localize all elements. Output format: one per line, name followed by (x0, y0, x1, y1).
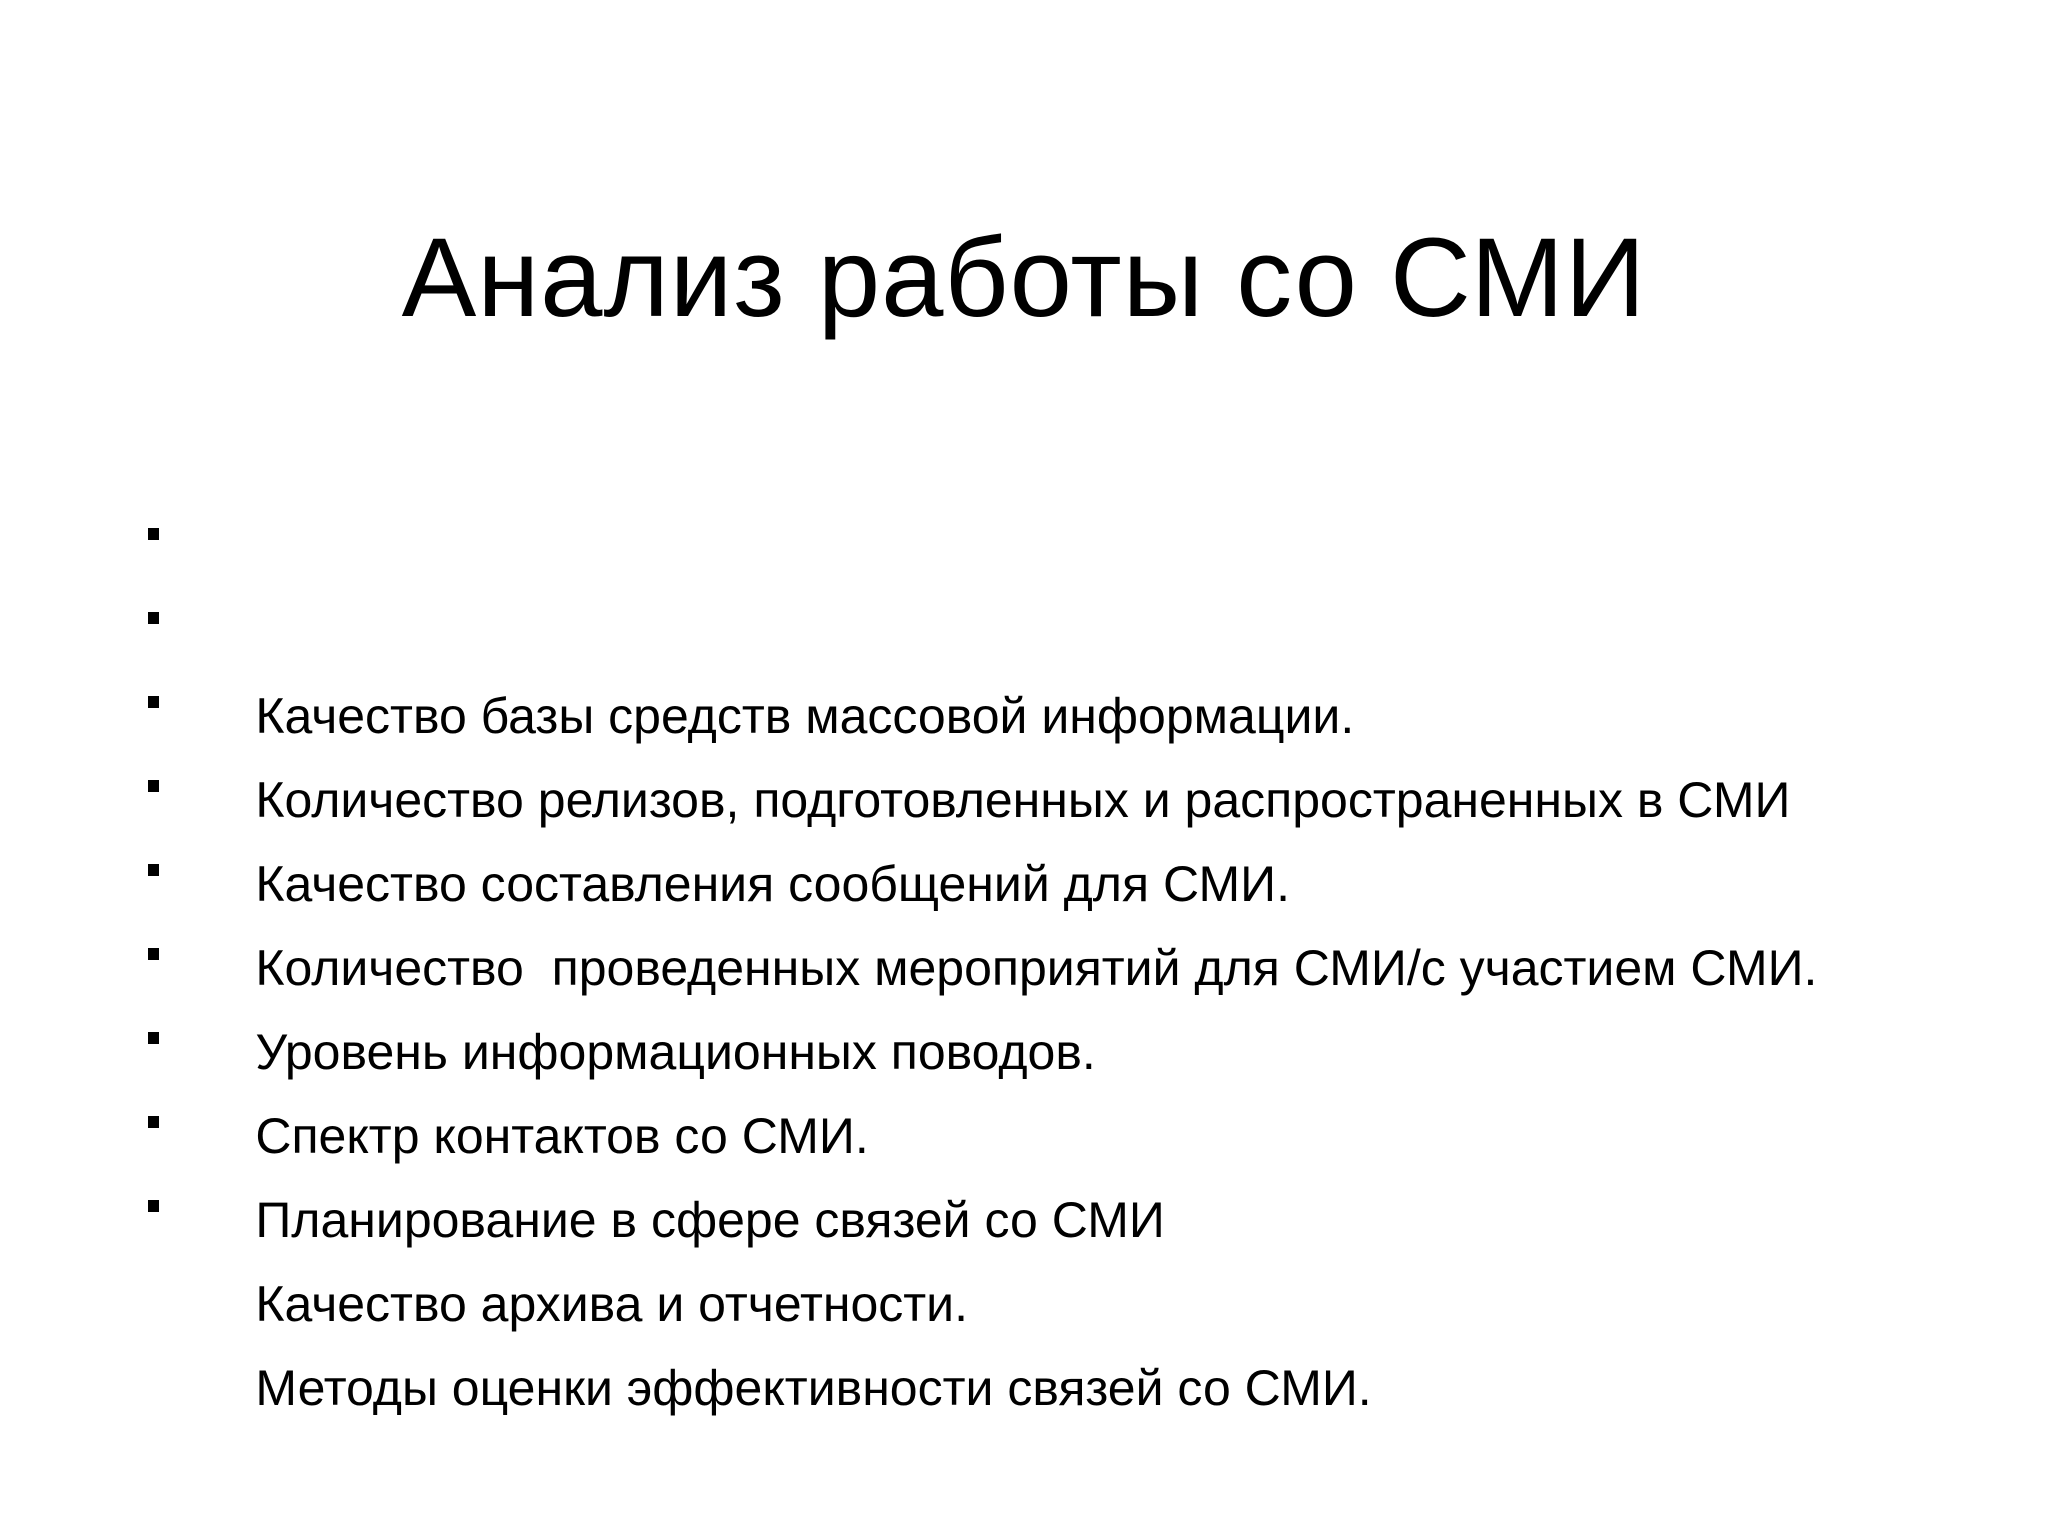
bullet-text: Методы оценки эффективности связей со СМИ. (255, 1360, 1372, 1416)
bullet-list (146, 506, 1818, 1416)
bullet-text: Качество базы средств массовой информации. (255, 688, 1355, 744)
square-bullet-icon (148, 612, 159, 624)
list-item (146, 506, 1817, 744)
square-bullet-icon (148, 1200, 159, 1212)
square-bullet-icon (148, 864, 159, 876)
bullet-text: Количество проведенных мероприятий для СМИ/с участием СМИ. (255, 940, 1818, 996)
slide-title: Анализ работы со СМИ (401, 215, 1647, 341)
bullet-text: Количество релизов, подготовленных и распространенных в СМИ (255, 772, 1791, 828)
bullet-text: Спектр контактов со СМИ. (255, 1108, 869, 1164)
bullet-text: Качество составления сообщений для СМИ. (255, 856, 1290, 912)
square-bullet-icon (148, 1032, 159, 1044)
square-bullet-icon (148, 528, 159, 540)
square-bullet-icon (148, 780, 159, 792)
bullet-text: Уровень информационных поводов. (255, 1024, 1096, 1080)
bullet-text: Качество архива и отчетности. (255, 1276, 969, 1332)
bullet-text: Планирование в сфере связей со СМИ (255, 1192, 1165, 1248)
square-bullet-icon (148, 696, 159, 708)
square-bullet-icon (148, 1116, 159, 1128)
square-bullet-icon (148, 948, 159, 960)
